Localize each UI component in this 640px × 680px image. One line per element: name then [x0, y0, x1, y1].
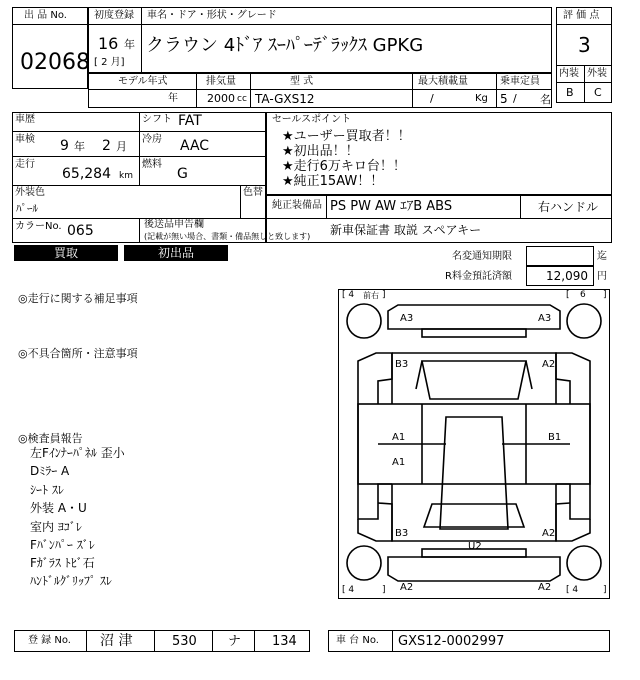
damage-mark-door-left-rear: A1 — [392, 457, 406, 468]
inspector-report-item: Dﾐﾗｰ A — [30, 464, 70, 478]
registration-area: 沼 津 — [100, 633, 133, 649]
driving-notes-label: ◎走行に関する補足事項 — [18, 292, 138, 305]
steering-side: 右ハンドル — [538, 200, 599, 214]
mileage-label: 走行 — [15, 159, 35, 170]
registration-year: 16 — [98, 34, 119, 53]
documents-note: (記載が無い場合、書類・備品無しと致します) — [144, 232, 311, 241]
ac-label: 冷房 — [142, 134, 162, 145]
max-load-unit: Kg — [475, 93, 488, 104]
sales-points-label: セールスポイント — [272, 114, 352, 125]
name-change-field — [526, 246, 594, 266]
diagram-corner-top-left: [ 4 — [342, 290, 355, 300]
shift-value: FAT — [178, 113, 202, 129]
car-name: クラウン 4ﾄﾞｱ ｽｰﾊﾟｰﾃﾞﾗｯｸｽ GPKG — [146, 35, 424, 56]
inspector-report-item: 外装 A・U — [30, 501, 87, 515]
recycle-fee-label: R料金預託済額 — [445, 271, 512, 282]
sales-point-item: ★純正15AW！！ — [282, 174, 384, 189]
car-outline — [338, 289, 610, 599]
diagram-corner-top-left-end: ] — [382, 290, 386, 300]
sales-point-item: ★走行6万キロ台！！ — [282, 159, 406, 174]
damage-mark-rear-right: A2 — [538, 582, 552, 593]
chassis-number-label: 車 台 No. — [336, 635, 379, 646]
diagram-corner-top-right: [ — [566, 290, 570, 300]
equipment-extras: 新車保証書 取説 スペアキー — [330, 223, 482, 237]
damage-mark-front-left: A3 — [400, 313, 414, 324]
registration-month: [ 2 月] — [94, 57, 125, 68]
damage-mark-front-right: A3 — [538, 313, 552, 324]
inspection-label: 車検 — [15, 134, 35, 145]
recycle-fee-value: 12,090 — [546, 269, 588, 283]
capacity-separator: / — [513, 92, 517, 105]
name-change-unit: 迄 — [597, 251, 607, 262]
diagram-corner-bottom-right: [ 4 — [566, 585, 579, 595]
displacement-label: 排気量 — [206, 76, 236, 87]
mileage-unit: km — [119, 171, 133, 181]
equipment-label: 純正装備品 — [272, 200, 322, 211]
max-load-label: 最大積載量 — [418, 76, 468, 87]
model-year-unit: 年 — [168, 93, 178, 104]
damage-mark-quarter-left: B3 — [395, 528, 409, 539]
damage-mark-trunk: U2 — [468, 541, 482, 552]
capacity-value: 5 — [500, 92, 508, 106]
diagram-corner-bottom-left-end: ] — [382, 585, 386, 595]
diagram-corner-top-left-sub: 前右 — [363, 291, 379, 300]
damage-mark-quarter-right: A2 — [542, 528, 556, 539]
registration-plate-number: 134 — [272, 634, 297, 649]
model-year-label: モデル年式 — [118, 76, 168, 87]
car-name-label: 車名・ドア・形状・グレード — [147, 10, 277, 21]
damage-mark-fender-right: A2 — [542, 359, 556, 370]
documents-label: 後送品申告欄 — [144, 219, 204, 230]
inspector-report-item: ﾊﾝﾄﾞﾙｸﾞﾘｯﾌﾟ ｽﾚ — [30, 574, 112, 588]
color-label: 外装色 — [15, 187, 45, 198]
recycle-fee-unit: 円 — [597, 271, 607, 282]
damage-mark-fender-left: B3 — [395, 359, 409, 370]
evaluation-score: 3 — [578, 33, 591, 57]
color-change-label: 色替 — [243, 187, 263, 198]
registration-kana: ナ — [228, 634, 242, 649]
interior-grade-label: 内装 — [559, 68, 579, 79]
type-value: TA-GXS12 — [255, 92, 315, 106]
defect-notes-label: ◎不具合箇所・注意事項 — [18, 347, 138, 360]
damage-mark-door-right: B1 — [548, 432, 562, 443]
displacement-value: 2000 — [207, 92, 235, 105]
exterior-grade-label: 外装 — [587, 68, 607, 79]
capacity-unit: 名 — [540, 93, 551, 106]
diagram-corner-top-right-end: ] — [603, 290, 607, 300]
chassis-number-value: GXS12-0002997 — [398, 634, 505, 649]
diagram-corner-bottom-left: [ 4 — [342, 585, 355, 595]
diagram-corner-top-right-value: 6 — [580, 290, 586, 300]
inspector-report-item: ｼｰﾄ ｽﾚ — [30, 483, 64, 497]
interior-grade: B — [566, 86, 574, 99]
shift-label: シフト — [142, 114, 172, 125]
registration-number-label: 登 録 No. — [28, 635, 71, 646]
inspector-report-label: ◎検査員報告 — [18, 432, 83, 445]
first-listing-badge: 初出品 — [124, 245, 228, 261]
inspection-month-unit: 月 — [116, 140, 127, 153]
type-label: 型 式 — [290, 76, 314, 87]
registration-year-unit: 年 — [124, 38, 135, 51]
equipment-value: PS PW AW ｴｱB ABS — [330, 199, 453, 214]
color-number-label: カラーNo. — [15, 221, 62, 232]
inspector-report-item: 左Fｲﾝﾅｰﾊﾟﾈﾙ 歪小 — [30, 446, 125, 460]
color-number-value: 065 — [67, 223, 94, 239]
sales-point-item: ★初出品！！ — [282, 144, 359, 159]
displacement-unit: cc — [237, 94, 247, 104]
ac-value: AAC — [180, 138, 210, 154]
damage-mark-door-left-front: A1 — [392, 432, 406, 443]
evaluation-label: 評 価 点 — [563, 10, 600, 21]
name-change-label: 名変通知期限 — [452, 251, 512, 262]
inspection-year-unit: 年 — [74, 140, 85, 153]
purchase-badge: 買取 — [14, 245, 118, 261]
mileage-value: 65,284 — [62, 166, 111, 182]
capacity-label: 乗車定員 — [500, 76, 540, 87]
inspector-report-item: Fｶﾞﾗｽ ﾄﾋﾞ石 — [30, 556, 95, 570]
inspector-report-item: Fﾊﾞﾝﾊﾟｰ ｽﾞﾚ — [30, 538, 95, 552]
inspection-month: 2 — [102, 138, 111, 154]
inspector-report-item: 室内 ﾖｺﾞﾚ — [30, 520, 82, 534]
damage-mark-rear-left: A2 — [400, 582, 414, 593]
diagram-corner-bottom-right-end: ] — [603, 585, 607, 595]
lot-label: 出 品 No. — [24, 10, 67, 21]
history-label: 車歴 — [15, 114, 35, 125]
color-value: ﾊﾟｰﾙ — [16, 202, 38, 215]
inspection-year: 9 — [60, 138, 69, 154]
first-registration-label: 初度登録 — [94, 10, 134, 21]
max-load-separator: / — [430, 92, 434, 105]
fuel-label: 燃料 — [142, 159, 162, 170]
fuel-value: G — [177, 166, 188, 182]
lot-number: 02068 — [20, 50, 90, 75]
sales-point-item: ★ユーザー買取者！！ — [282, 129, 411, 144]
exterior-grade: C — [594, 86, 602, 99]
registration-class: 530 — [172, 634, 197, 649]
